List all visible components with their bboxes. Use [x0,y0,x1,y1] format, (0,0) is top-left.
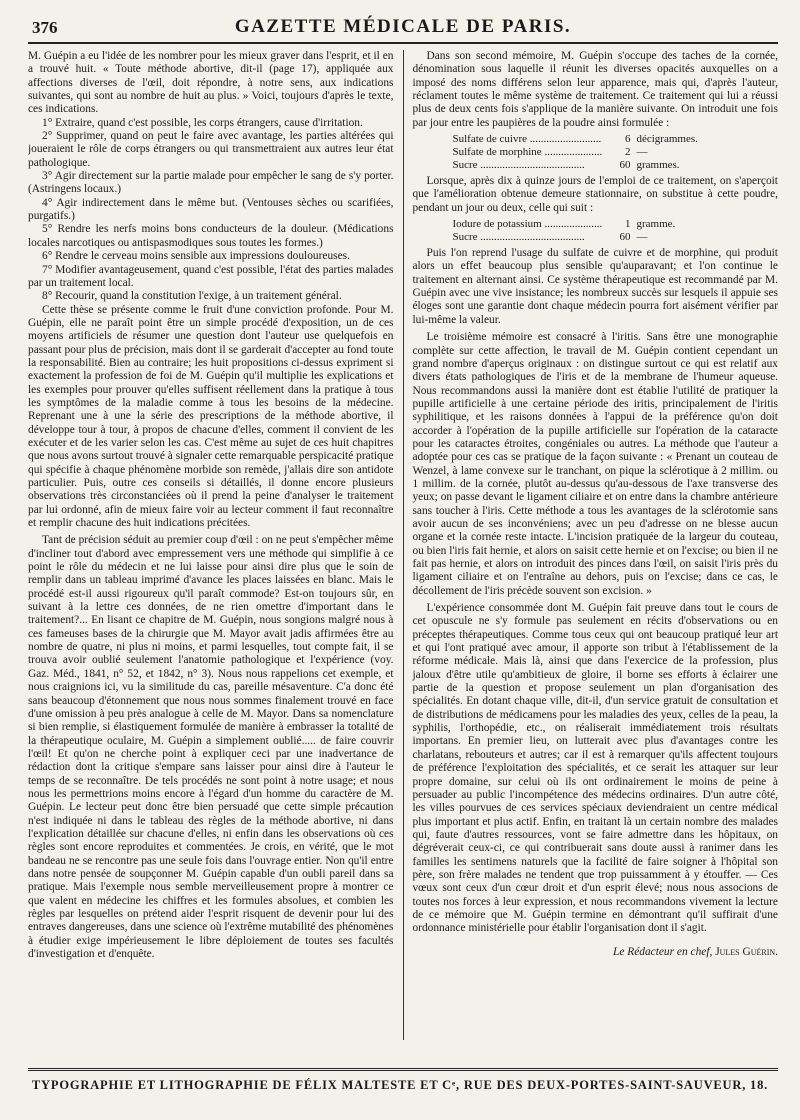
ingredient-name: Iodure de potassium ..... [452,218,602,231]
ingredient-quantity: 2 [624,146,631,159]
ingredient-quantity: 6 [624,133,631,146]
left-column [28,50,403,1040]
paragraph: Lorsque, après dix à quinze jours de l'emploi de ce traitement, on s'aperçoit que l'amélioration obtenue demeure stationnaire, on substitue à cette poudre, pendant un jour ou deux, celle qui suit : [412,175,778,214]
ingredient-name: Sulfate de morphine ..... [452,146,602,159]
signature-role: Le Rédacteur en chef, [613,945,713,958]
signature-name: Jules Guérin. [715,945,778,958]
editor-signature [412,946,778,959]
formula-row [452,146,778,159]
page-number: 376 [32,18,58,37]
ingredient-unit: — [636,231,648,244]
formula-row [452,159,778,172]
indication-item: 2° Supprimer, quand on peut le faire avec avantage, les parties altérées qui joueraient le rôle de corps étrangers ou qui transmettraient aux autres leur état pathologique. [28,130,394,169]
ingredient-quantity: 60 [619,159,631,172]
ingredient-unit: — [636,146,648,159]
ingredient-unit: grammes. [636,159,680,172]
indication-item: 3° Agir directement sur la partie malade pour empêcher le sang de s'y porter. (Astringens locaux.) [28,170,394,196]
indication-item: 4° Agir indirectement dans le même but. (Ventouses sèches ou scarifiées, purgatifs.) [28,196,394,223]
printer-imprint: TYPOGRAPHIE ET LITHOGRAPHIE DE FÉLIX MALTESTE ET Cᵉ, RUE DES DEUX-PORTES-SAINT-SAUVEUR, 18. [31,1078,769,1092]
paragraph: Tant de précision séduit au premier coup d'œil : on ne peut s'empêcher même d'incliner tout d'abord avec empressement vers une méthode qui simplifie à ce point le rôle du médecin et ne lui laisse pour ainsi dire plus que le soin de remplir dans un tableau imprimé d'avance les places laissées en blanc. Mais le procédé est-il aussi rigoureux qu'il paraît commode? Est-on toujours sûr, en suivant à la lettre ces données, de ne rien omettre d'important dans le traitement?... En lisant ce chapitre de M. Guépin, nous songions malgré nous à ces fameuses bases de la chirurgie que M. Mayor avait jadis affirmées être au nombre de quatre, ni plus ni moins, et parmi lesquelles, tout compte fait, il se trouva avoir oublié seulement l'anatomie pathologique et l'expérience (voy. Gaz. Méd., 1841, n° 52, et 1842, n° 3). Nous nous rappelions cet exemple, et nous craignions ici, vu la similitude du cas, pareille mésaventure. C'a donc été sans beaucoup d'étonnement que nous nous sommes finalement trouvé en face d'une omission à peu près analogue à celle de M. Mayor. Dans sa nomenclature si bien remplie, si élastiquement formulée de manière à embrasser la totalité de la thérapeutique oculaire, M. Guépin a simplement oublié..... de faire couvrir l'œil! Et qu'on ne cherche point à expliquer ceci par une inadvertance de rédaction dont la critique s'empare sans laisser pour ainsi dire à l'auteur le temps de se reconnaître. De tels procédés ne sont point à notre usage; et nous nous les permettrions moins encore à l'égard d'un homme du caractère de M. Guépin. Le lecteur peut donc être bien persuadé que cette simple précaution n'est indiquée ni dans le tableau des règles de la méthode abortive, ni dans l'explication détaillée sur chacune d'elles, ni enfin dans les observations où ces règles sont encore reproduites et commentées. Je crois, en vérité, que le mot bandeau ne se rencontre pas une seule fois dans l'ouvrage entier. Non qu'il entre dans notre pensée de soupçonner M. Guépin capable d'un oubli pareil dans sa pratique. Mais l'exemple nous semble merveilleusement propre à montrer ce que valent en médecine les chiffres et les formules absolues, et combien les règles par lesquelles on prétend aider l'esprit risquent de devenir pour lui des entraves dangereuses, dans une science où l'extrême mutabilité des phénomènes à étudier exige impérieusement le libre déploiement de toutes ses facultés d'investigation et d'enquête. [28,534,394,961]
right-column [403,50,778,1040]
indication-item: 8° Recourir, quand la constitution l'exige, à un traitement général. [42,290,342,303]
article-columns [28,50,778,1040]
paragraph: M. Guépin a eu l'idée de les nombrer pour les mieux graver dans l'esprit, et il en a trouvé huit. « Toute méthode abortive, dit-il (page 17), appliquée aux affections diverses de l'œil, doit répondre, à notre sens, aux indications suivantes, qui sont au nombre de huit au plus. » Voici, toujours d'après le texte, ces indications. [28,50,394,116]
indication-item: 7° Modifier avantageusement, quand c'est possible, l'état des parties malades par un traitement local. [28,263,394,289]
paragraph: Le troisième mémoire est consacré à l'iritis. Sans être une monographie complète sur cette affection, le travail de M. Guépin contient cependant un grand nombre d'aperçus originaux : on distingue surtout ce qui est relatif aux divers états pathologiques de l'iris et de la membrane de l'humeur aqueuse. Nous recommandons aussi la manière dont est établie l'utilité de pratiquer la pupille artificielle à une certaine période des iritis, principalement de l'iritis syphilitique, et les raisons données à l'appui de la préférence qu'on doit accorder à l'opération de la pupille artificielle sur l'opération de la cataracte pour les cataractes étroites, congéniales ou autres. La méthode que l'auteur a adoptée pour ces cas se pratique de la façon suivante : « Prenant un couteau de Wenzel, à lame convexe sur le tranchant, on pique la sclérotique à 2 millim. ou 1 millim. de la cornée, plutôt au-dessus qu'au-dessous de l'axe transverse des yeux; on passe devant le ligament ciliaire et on entre dans la chambre antérieure sans toucher à l'iris. Cette méthode a tous les avantages de la sclérotomie sans avoir aucun de ses inconvéniens; avec un peu d'adresse on ne blesse aucun organe et la cornée reste intacte. L'incision pratiquée de la largeur du couteau, ou bien l'iris fait hernie, et alors on saisit cette hernie et on l'excise; ou bien il ne fait pas hernie, et alors on introduit des pinces dans l'œil, on saisit l'iris près du ligament ciliaire et on l'entraîne au dehors, puis on l'excise; dans ce cas, le décollement de l'iris précède souvent son excision. » [412,331,778,597]
indication-item: 1° Extraire, quand c'est possible, les corps étrangers, cause d'irritation. [42,116,363,129]
formula-row [452,133,778,146]
ingredient-quantity: 1 [624,218,631,231]
journal-title: GAZETTE MÉDICALE DE PARIS. [234,16,572,37]
paragraph: L'expérience consommée dont M. Guépin fait preuve dans tout le cours de cet opuscule ne s'y formule pas seulement en récits d'observations ou en préceptes thérapeutiques. Comme tous ceux qui ont beaucoup pratiqué leur art et qui l'ont pratiqué avec amour, il apporte son tribut à l'établissement de la réforme médicale. Mais là, ainsi que dans l'exercice de la profession, plus jaloux d'être utile qu'ambitieux de gloire, il borne ses efforts à éclairer une partie de la question et propose seulement un plan d'organisation des spécialités. En dotant chaque ville, dit-il, d'un service gratuit de consultation et de distributions de médicamens pour les maladies des yeux, celles de la peau, la syphilis, l'orthopédie, etc., on réaliserait immédiatement trois résultats importans. En premier lieu, on lutterait avec plus d'avantages contre les charlatans, rebouteurs et autres; car il est à remarquer qu'ils affectent toujours de préférence l'exploitation des spécialités, et ce serait les attaquer sur leur propre domaine, sur celui où ils ont ordinairement le moins de peine à persuader au public l'incompétence des médecins ordinaires. D'un autre côté, les villes pourvues de ces services spéciaux deviendraient un centre médical plus important et plus actif. Enfin, en traitant là un certain nombre des malades qui, faute d'autres ressources, vont se faire admettre dans les hôpitaux, on dégréverait ceux-ci, ce qui contribuerait sans doute aussi à ranimer dans les familles les sentimens naturels que la facilité de faire soigner à l'hôpital son père, son frère malades ne tendent que trop puissamment à y étouffer. — Ces vœux sont ceux d'un cœur droit et d'un esprit élevé; nous nous associons de toutes nos forces à leur expression, et nous recommandons vivement la lecture de ce mémoire que M. Guépin termine en démontrant qu'il suffirait d'une ordonnance ministérielle pour établir l'organisation dont il s'agit. [412,602,778,935]
indication-item: 6° Rendre le cerveau moins sensible aux impressions douloureuses. [42,250,350,263]
paragraph: Dans son second mémoire, M. Guépin s'occupe des taches de la cornée, dénomination sous laquelle il réunit les diverses opacités auxquelles on a imposé des noms différens selon leur apparence, mais qui, d'après l'auteur, réclament toutes le même système de traitement. Ce traitement qui lui a réussi plus de deux cents fois s'applique de la manière suivante. On introduit une fois par jour entre les paupières de la poudre ainsi formulée : [412,50,778,129]
paragraph: Cette thèse se présente comme le fruit d'une conviction profonde. Pour M. Guépin, elle ne paraît point être un simple procédé d'exposition, un de ces moyens artificiels de résumer une question dont l'auteur use quelquefois en passant pour plus de précision, mais dont il se garderait d'accepter au fond toute la responsabilité. Bien au contraire; les huit propositions ci-dessus expriment si exactement la profession de foi de M. Guépin qu'il multiplie les explications et les exemples pour prouver qu'elles suffisent réellement dans la pratique à tous les symptômes de la maladie comme à tous les besoins de la médecine. Reprenant une à une la série des prescriptions de la méthode abortive, il développe tour à tour, à propos de chacune d'elles, comment il convient de les exécuter et de les varier selon les cas. C'est même au sujet de ces huit chapitres que nous avons surtout trouvé à signaler cette remarquable perspicacité pratique qui spécifie à chaque phénomène morbide son remède, j'allais dire son antidote particulier. Puis, outre ces conseils si détaillés, il donne encore plusieurs observations très circonstanciées où il prend la peine d'analyser le traitement par lui ordonné, afin de mieux faire voir au lecteur comment il faut reconnaître et remplir chacune des huit indications précitées. [28,303,394,530]
ingredient-unit: décigrammes. [636,133,698,146]
page-header [28,12,778,44]
paragraph: Puis l'on reprend l'usage du sulfate de cuivre et de morphine, qui produit alors un effet beaucoup plus sensible qu'auparavant; et l'on continue le traitement en alternant ainsi. Ce système thérapeutique est recommandé par M. Guépin avec une vive insistance; les nombreux succès sur lesquels il appuie ses éloges sont une garantie dont chaque médecin pourra fort aisément vérifier par lui-même la valeur. [412,247,778,326]
indication-item: 5° Rendre les nerfs moins bons conducteurs de la douleur. (Médications locales narcotiques ou antispasmodiques sous toutes les formes.) [28,223,394,249]
prescription-formula-2 [452,218,778,244]
prescription-formula-1 [452,133,778,172]
ingredient-name: Sucre ..... [452,159,602,172]
ingredient-quantity: 60 [619,231,631,244]
formula-row [452,218,778,231]
ingredient-name: Sulfate de cuivre ..... [452,133,602,146]
formula-row [452,231,778,244]
ingredient-unit: gramme. [636,218,676,231]
ingredient-name: Sucre ..... [452,231,602,244]
footer-rule [28,1068,778,1071]
